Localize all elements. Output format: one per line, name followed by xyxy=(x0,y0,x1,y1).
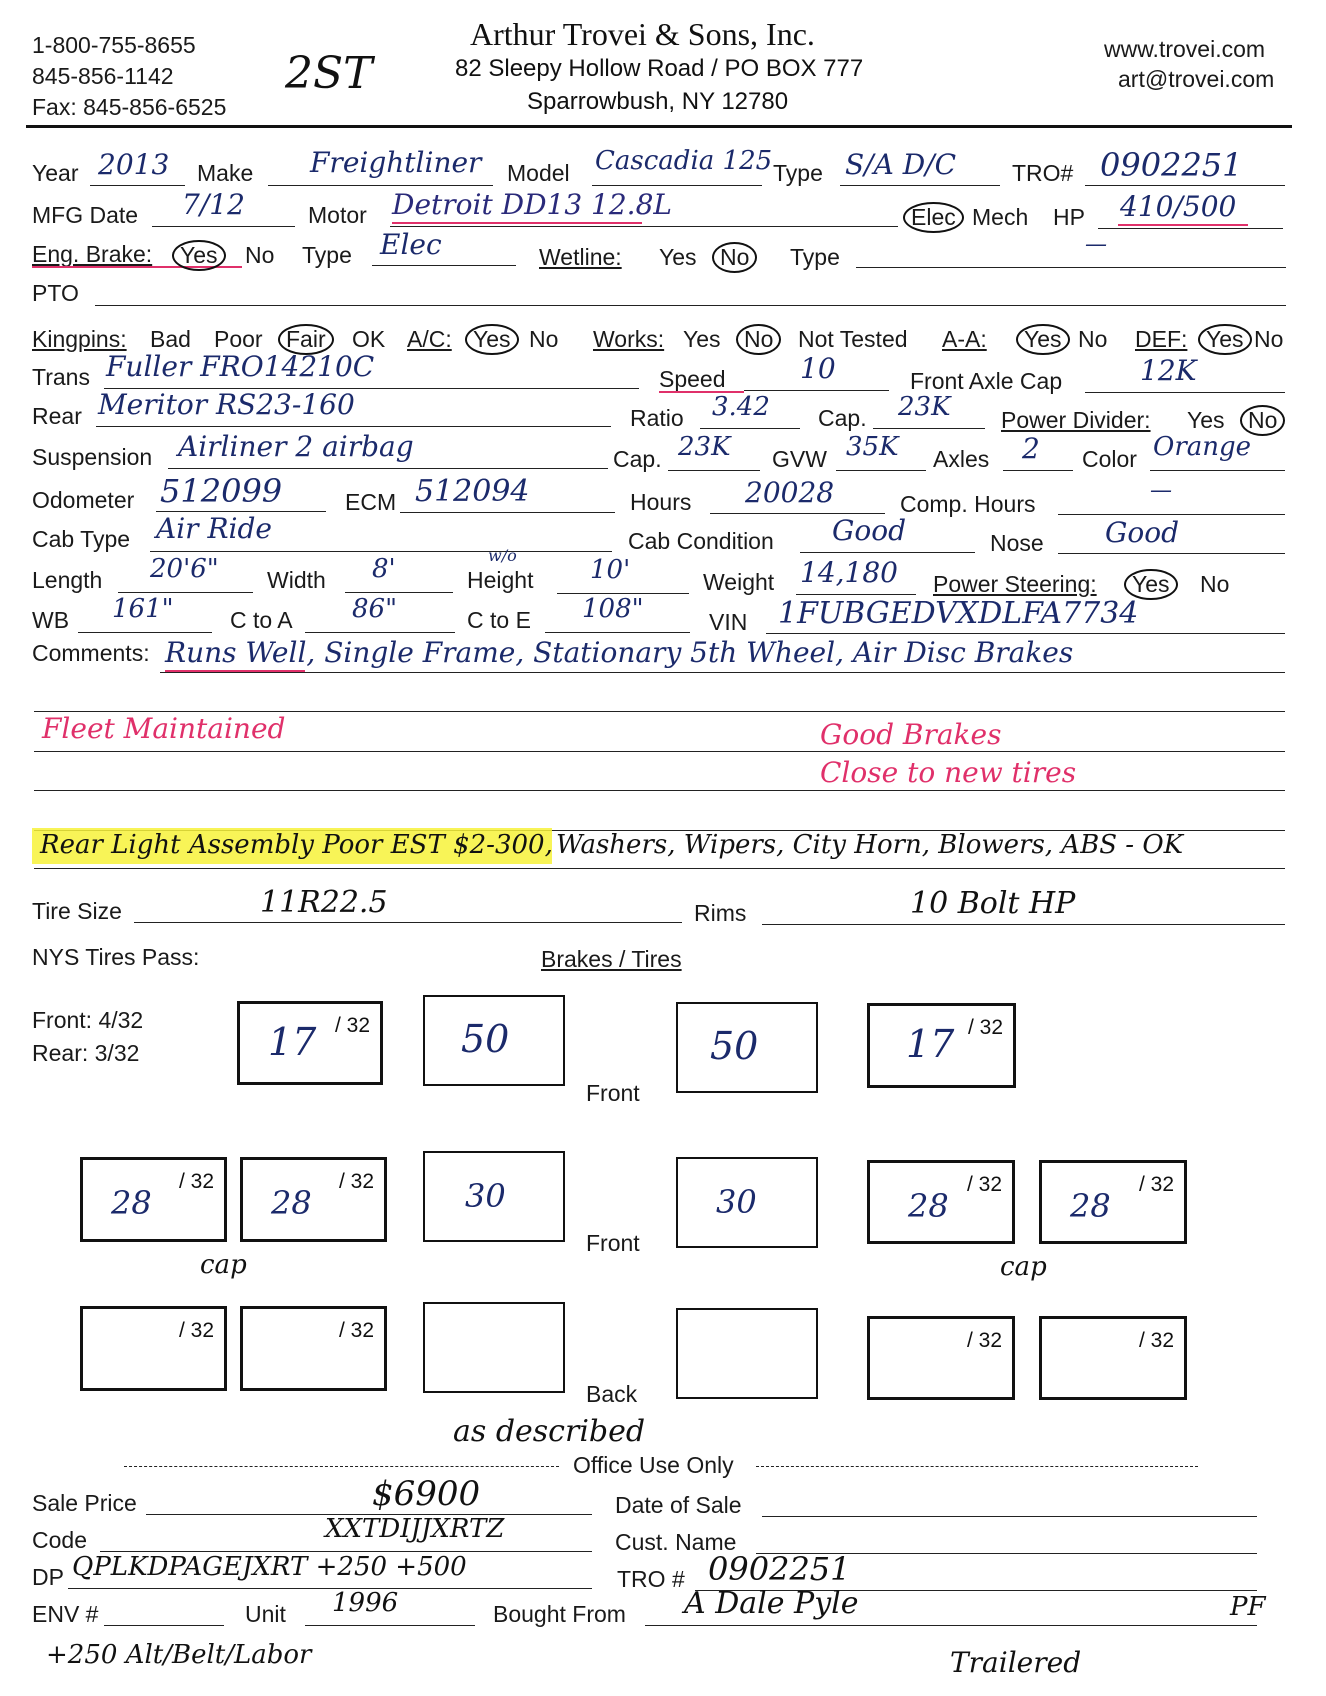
odometer-label: Odometer xyxy=(32,487,135,513)
axles-label: Axles xyxy=(933,446,990,472)
kingpins-label: Kingpins: xyxy=(32,326,127,352)
brakes-tires-heading: Brakes / Tires xyxy=(541,946,682,972)
hp-value[interactable]: 410/500 xyxy=(1120,190,1237,223)
model-label: Model xyxy=(507,160,570,186)
comments-washers[interactable]: Washers, Wipers, City Horn, Blowers, ABS - OK xyxy=(556,830,1184,860)
def-no[interactable]: No xyxy=(1254,326,1284,352)
aa-no[interactable]: No xyxy=(1078,326,1108,352)
as-described-note: as described xyxy=(453,1414,646,1449)
ratio-value[interactable]: 3.42 xyxy=(712,392,770,422)
mfg-date-value[interactable]: 7/12 xyxy=(182,188,245,221)
cab-type-label: Cab Type xyxy=(32,526,131,552)
eng-brake-type-value[interactable]: Elec xyxy=(380,228,442,261)
initials: PF xyxy=(1230,1592,1266,1622)
power-steering-label: Power Steering: xyxy=(933,571,1097,597)
height-note: w/o xyxy=(488,546,517,565)
speed-value[interactable]: 10 xyxy=(800,352,836,385)
length-label: Length xyxy=(32,567,103,593)
ecm-value[interactable]: 512094 xyxy=(415,474,530,509)
power-steering-no[interactable]: No xyxy=(1200,571,1230,597)
nys-tires-pass-label: NYS Tires Pass: xyxy=(32,944,200,970)
rear-cap-label: Cap. xyxy=(818,405,867,431)
ac-label: A/C: xyxy=(407,326,452,352)
sale-price-label: Sale Price xyxy=(32,1490,137,1516)
denominator: / 32 xyxy=(338,1170,374,1193)
suspension-value[interactable]: Airliner 2 airbag xyxy=(178,430,414,463)
ac-yes-circled[interactable]: Yes xyxy=(465,324,519,355)
make-value[interactable]: Freightliner xyxy=(310,146,482,179)
tire-depth: 17 xyxy=(268,1020,317,1064)
width-value[interactable]: 8' xyxy=(372,554,396,584)
denominator: / 32 xyxy=(338,1319,374,1342)
eng-brake-label: Eng. Brake: xyxy=(32,241,153,267)
suspension-label: Suspension xyxy=(32,444,153,470)
tire-drive1-left-outer[interactable] xyxy=(80,1157,227,1242)
works-yes[interactable]: Yes xyxy=(683,326,721,352)
power-divider-label: Power Divider: xyxy=(1001,407,1151,433)
gvw-value[interactable]: 35K xyxy=(846,432,899,462)
tire-drive1-right-outer[interactable] xyxy=(1039,1160,1187,1244)
year-label: Year xyxy=(32,160,79,186)
c-to-a-value[interactable]: 86" xyxy=(352,594,398,624)
tire-size-label: Tire Size xyxy=(32,898,122,924)
hp-label: HP xyxy=(1053,204,1085,230)
c-to-a-label: C to A xyxy=(230,607,293,633)
tire-drive1-left-inner[interactable] xyxy=(240,1157,387,1242)
denominator: / 32 xyxy=(966,1329,1002,1352)
tire-steer-left[interactable] xyxy=(237,1001,383,1085)
tire-drive2-right-inner[interactable] xyxy=(867,1316,1015,1400)
sale-price-value[interactable]: $6900 xyxy=(372,1474,481,1514)
tro-office-label: TRO # xyxy=(617,1566,685,1592)
brake-drive2-right[interactable] xyxy=(676,1308,818,1399)
tire-size-value[interactable]: 11R22.5 xyxy=(260,885,388,920)
unit-label: Unit xyxy=(245,1601,286,1627)
axles-value[interactable]: 2 xyxy=(1022,432,1040,465)
hours-label: Hours xyxy=(630,489,692,515)
kingpins-fair-circled[interactable]: Fair xyxy=(278,324,334,355)
front-axle-marker-1: Front xyxy=(586,1080,640,1106)
phone-1: 1-800-755-8655 xyxy=(32,32,196,58)
tire-drive1-right-inner[interactable] xyxy=(867,1160,1015,1244)
rims-label: Rims xyxy=(694,900,747,926)
company-address-2: Sparrowbush, NY 12780 xyxy=(527,88,789,115)
c-to-e-label: C to E xyxy=(467,607,531,633)
trans-value[interactable]: Fuller FRO14210C xyxy=(106,350,375,383)
odometer-value[interactable]: 512099 xyxy=(160,472,283,510)
tire-drive2-right-outer[interactable] xyxy=(1039,1316,1187,1400)
code-label: Code xyxy=(32,1527,87,1553)
suspension-cap-label: Cap. xyxy=(613,446,662,472)
tire-steer-right[interactable] xyxy=(867,1003,1016,1088)
def-yes-circled[interactable]: Yes xyxy=(1198,324,1252,355)
brake-value: 50 xyxy=(461,1017,510,1061)
trailered-note: Trailered xyxy=(950,1646,1082,1679)
power-steering-yes-circled[interactable]: Yes xyxy=(1124,569,1178,600)
office-divider-left xyxy=(124,1466,559,1467)
rims-value[interactable]: 10 Bolt HP xyxy=(910,886,1076,921)
front-axle-cap-value[interactable]: 12K xyxy=(1140,354,1197,387)
year-value[interactable]: 2013 xyxy=(98,148,170,181)
denominator: / 32 xyxy=(966,1173,1002,1196)
kingpins-bad[interactable]: Bad xyxy=(150,326,191,352)
model-value[interactable]: Cascadia 125 xyxy=(595,146,773,176)
nose-label: Nose xyxy=(990,530,1044,556)
tire-depth: 28 xyxy=(908,1187,949,1225)
comp-hours-value[interactable]: — xyxy=(1150,478,1172,503)
gvw-label: GVW xyxy=(772,446,827,472)
ecm-label: ECM xyxy=(345,489,397,515)
unit-value[interactable]: 1996 xyxy=(332,1588,399,1618)
dp-label: DP xyxy=(32,1564,64,1590)
denominator: / 32 xyxy=(334,1014,370,1037)
company-address-1: 82 Sleepy Hollow Road / PO BOX 777 xyxy=(455,55,864,82)
hours-value[interactable]: 20028 xyxy=(745,476,835,509)
front-axle-marker-2: Front xyxy=(586,1230,640,1256)
works-not-tested[interactable]: Not Tested xyxy=(798,326,908,352)
suspension-cap-value[interactable]: 23K xyxy=(678,432,731,462)
color-label: Color xyxy=(1082,446,1137,472)
eng-brake-no[interactable]: No xyxy=(245,242,275,268)
brake-value: 30 xyxy=(465,1177,506,1215)
comp-hours-label: Comp. Hours xyxy=(900,491,1036,517)
comments-label: Comments: xyxy=(32,640,150,666)
vin-label: VIN xyxy=(709,609,748,635)
front-axle-cap-label: Front Axle Cap xyxy=(910,368,1063,394)
brake-steer-left[interactable] xyxy=(423,995,565,1086)
weight-value[interactable]: 14,180 xyxy=(800,556,898,589)
denominator: / 32 xyxy=(178,1170,214,1193)
denominator: / 32 xyxy=(1138,1329,1174,1352)
speed-label: Speed xyxy=(659,366,726,392)
type-label: Type xyxy=(773,160,823,186)
brake-drive1-right[interactable] xyxy=(676,1157,818,1248)
tire-drive2-left-outer[interactable] xyxy=(80,1306,227,1391)
bought-from-value[interactable]: A Dale Pyle xyxy=(684,1586,859,1621)
date-of-sale-label: Date of Sale xyxy=(615,1492,742,1518)
length-value[interactable]: 20'6" xyxy=(150,554,219,584)
power-divider-no-circled[interactable]: No xyxy=(1240,405,1285,436)
works-label: Works: xyxy=(593,326,665,352)
def-label: DEF: xyxy=(1135,326,1188,352)
motor-label: Motor xyxy=(308,202,367,228)
mfg-date-label: MFG Date xyxy=(32,202,139,228)
kingpins-poor[interactable]: Poor xyxy=(214,326,263,352)
cap-note-right: cap xyxy=(1000,1252,1047,1282)
tro-office-value[interactable]: 0902251 xyxy=(708,1550,851,1588)
cap-note-left: cap xyxy=(200,1250,247,1280)
color-value[interactable]: Orange xyxy=(1153,432,1252,462)
comments-fleet-maintained[interactable]: Fleet Maintained xyxy=(42,712,286,745)
nose-value[interactable]: Good xyxy=(1105,516,1180,549)
weight-label: Weight xyxy=(703,569,775,595)
kingpins-ok[interactable]: OK xyxy=(352,326,386,352)
dp-value[interactable]: QPLKDPAGEJXRT +250 +500 xyxy=(72,1552,467,1582)
height-label: Height xyxy=(467,567,534,593)
fax-number: Fax: 845-856-6525 xyxy=(32,94,227,120)
wetline-no-circled[interactable]: No xyxy=(712,242,757,273)
tire-depth: 17 xyxy=(906,1022,955,1066)
trans-label: Trans xyxy=(32,364,90,390)
elec-option-circled[interactable]: Elec xyxy=(903,202,964,233)
comments-close-to-new-tires[interactable]: Close to new tires xyxy=(820,756,1077,789)
vin-value[interactable]: 1FUBGEDVXDLFA7734 xyxy=(778,596,1139,631)
height-value[interactable]: 10' xyxy=(590,555,631,585)
cab-condition-value[interactable]: Good xyxy=(832,514,907,547)
wetline-yes[interactable]: Yes xyxy=(659,244,697,270)
cust-name-label: Cust. Name xyxy=(615,1529,737,1555)
aa-yes-circled[interactable]: Yes xyxy=(1016,324,1070,355)
comments-good-brakes[interactable]: Good Brakes xyxy=(820,718,1002,751)
ratio-label: Ratio xyxy=(630,405,684,431)
stamp-note: 2ST xyxy=(285,48,373,99)
tire-drive2-left-inner[interactable] xyxy=(240,1306,387,1391)
eng-brake-type-label: Type xyxy=(302,242,352,268)
env-label: ENV # xyxy=(32,1601,99,1627)
power-divider-yes[interactable]: Yes xyxy=(1187,407,1225,433)
bought-from-label: Bought From xyxy=(493,1601,626,1627)
wetline-type-value[interactable]: — xyxy=(1085,232,1107,257)
comments-rear-light[interactable]: Rear Light Assembly Poor EST $2-300, xyxy=(40,830,553,860)
header-divider xyxy=(26,125,1292,128)
brake-drive2-left[interactable] xyxy=(423,1302,565,1393)
cab-condition-label: Cab Condition xyxy=(628,528,774,554)
tire-depth: 28 xyxy=(1070,1187,1111,1225)
aa-label: A-A: xyxy=(942,326,987,352)
motor-value[interactable]: Detroit DD13 12.8L xyxy=(392,188,672,221)
company-email[interactable]: art@trovei.com xyxy=(1118,66,1275,92)
type-value[interactable]: S/A D/C xyxy=(845,148,957,181)
eng-brake-yes-circled[interactable]: Yes xyxy=(172,240,226,271)
rear-cap-value[interactable]: 23K xyxy=(898,392,951,422)
tire-depth: 28 xyxy=(111,1184,152,1222)
code-value[interactable]: XXTDIJJXRTZ xyxy=(325,1514,505,1544)
brake-steer-right[interactable] xyxy=(676,1002,818,1093)
mech-option[interactable]: Mech xyxy=(972,204,1029,230)
comments-line-1[interactable]: Runs Well, Single Frame, Stationary 5th Wheel, Air Disc Brakes xyxy=(165,636,1074,669)
denominator: / 32 xyxy=(178,1319,214,1342)
office-use-only-heading: Office Use Only xyxy=(573,1452,734,1478)
works-no-circled[interactable]: No xyxy=(736,324,781,355)
tro-label: TRO# xyxy=(1012,160,1074,186)
wb-label: WB xyxy=(32,607,70,633)
ac-no[interactable]: No xyxy=(529,326,559,352)
wb-value[interactable]: 161" xyxy=(112,594,174,624)
rear-tire-spec: Rear: 3/32 xyxy=(32,1040,140,1066)
make-label: Make xyxy=(197,160,254,186)
company-name: Arthur Trovei & Sons, Inc. xyxy=(470,16,815,52)
rear-label: Rear xyxy=(32,403,82,429)
wetline-type-label: Type xyxy=(790,244,840,270)
brake-value: 30 xyxy=(716,1183,757,1221)
phone-2: 845-856-1142 xyxy=(32,63,174,89)
brake-value: 50 xyxy=(710,1024,759,1068)
pto-label: PTO xyxy=(32,280,79,306)
back-axle-marker: Back xyxy=(586,1381,638,1407)
c-to-e-value[interactable]: 108" xyxy=(582,594,644,624)
rear-value[interactable]: Meritor RS23-160 xyxy=(98,388,355,421)
denominator: / 32 xyxy=(967,1016,1003,1039)
brake-drive1-left[interactable] xyxy=(423,1151,565,1242)
cab-type-value[interactable]: Air Ride xyxy=(156,512,272,545)
company-website[interactable]: www.trovei.com xyxy=(1104,36,1266,62)
office-divider-right xyxy=(756,1466,1198,1467)
tire-depth: 28 xyxy=(271,1184,312,1222)
wetline-label: Wetline: xyxy=(539,244,622,270)
denominator: / 32 xyxy=(1138,1173,1174,1196)
front-tire-spec: Front: 4/32 xyxy=(32,1007,144,1033)
width-label: Width xyxy=(267,567,326,593)
tro-value[interactable]: 0902251 xyxy=(1100,146,1243,184)
footer-note: +250 Alt/Belt/Labor xyxy=(46,1640,312,1670)
